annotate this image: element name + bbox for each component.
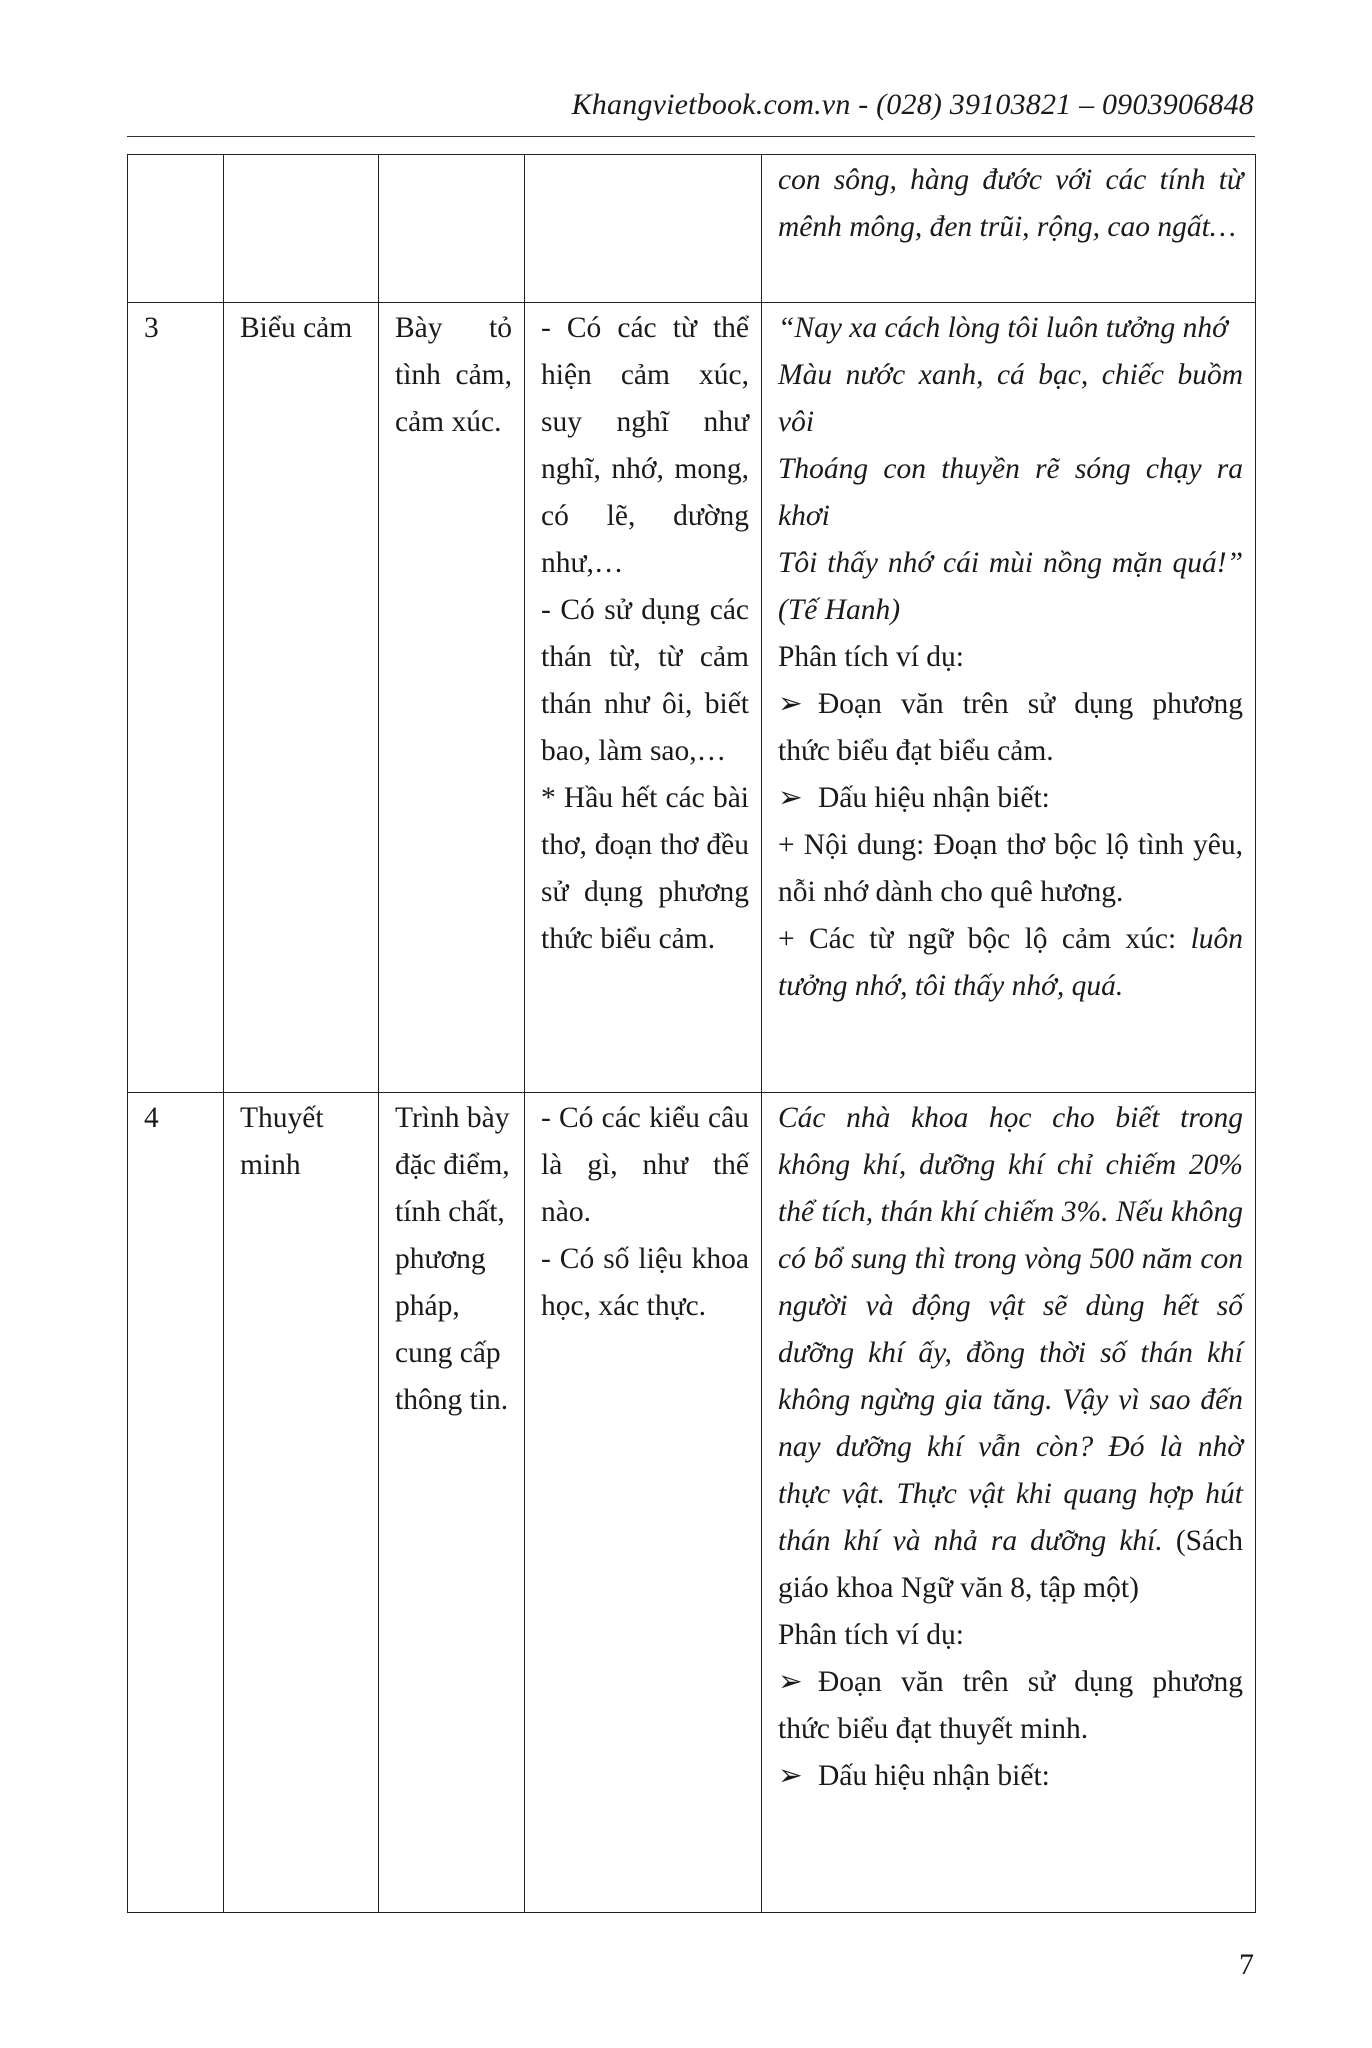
table-row <box>128 1093 1256 1913</box>
bullet-item: ➢ Đoạn văn trên sử dụng phương thức biểu đạt thuyết minh. <box>778 1659 1243 1753</box>
table-row <box>128 155 1256 303</box>
content-table <box>127 154 1256 1913</box>
poem-line: “Nay xa cách lòng tôi luôn tưởng nhớ <box>778 312 1228 344</box>
sign-item: - Có các từ thể hiện cảm xúc, suy nghĩ như nghĩ, nhớ, mong, có lẽ, dường như,… <box>541 312 749 579</box>
cell-signs <box>525 303 762 1093</box>
bullet-item: ➢ Dấu hiệu nhận biết: <box>778 775 1243 822</box>
cell-purpose: Trình bày đặc điểm, tính chất, phương pháp, cung cấp thông tin. <box>379 1093 525 1913</box>
cell-purpose <box>379 155 525 303</box>
cell-example <box>762 303 1256 1093</box>
poem-line: Thoáng con thuyền rẽ sóng chạy ra khơi <box>778 453 1243 532</box>
arrow-bullet-icon: ➢ <box>778 1760 803 1792</box>
cell-type: Biểu cảm <box>224 303 379 1093</box>
cell-example <box>762 1093 1256 1913</box>
page-header: Khangvietbook.com.vn - (028) 39103821 – 0903906848 <box>571 88 1254 121</box>
poem-line: Màu nước xanh, cá bạc, chiếc buồm vôi <box>778 359 1243 438</box>
cell-stt: 3 <box>128 303 224 1093</box>
sign-item: - Có số liệu khoa học, xác thực. <box>541 1243 749 1322</box>
cell-signs <box>525 1093 762 1913</box>
cell-type: Thuyết minh <box>224 1093 379 1913</box>
plus-item: + Nội dung: Đoạn thơ bộc lộ tình yêu, nỗi nhớ dành cho quê hương. <box>778 829 1243 908</box>
cell-stt: 4 <box>128 1093 224 1913</box>
cell-signs <box>525 155 762 303</box>
arrow-bullet-icon: ➢ <box>778 1666 803 1698</box>
example-source: (Sách giáo khoa Ngữ văn 8, tập một) <box>778 1525 1243 1604</box>
bullet-item: ➢ Dấu hiệu nhận biết: <box>778 1753 1243 1800</box>
sign-item: - Có sử dụng các thán từ, từ cảm thán như ôi, biết bao, làm sao,… <box>541 594 749 767</box>
header-rule <box>127 136 1255 137</box>
example-text: Các nhà khoa học cho biết trong không khí, dưỡng khí chỉ chiếm 20% thể tích, thán khí chiếm 3%. Nếu không có bổ sung thì trong vòng 500 năm con người và động vật sẽ dùng hết số dưỡng khí ấy, đồng thời số thán khí không ngừng gia tăng. Vậy vì sao đến nay dưỡng khí vẫn còn? Đó là nhờ thực vật. Thực vật khi quang hợp hút thán khí và nhả ra dưỡng khí. <box>778 1102 1243 1557</box>
cell-purpose: Bày tỏ tình cảm, cảm xúc. <box>379 303 525 1093</box>
cell-example: con sông, hàng đước với các tính từ mênh mông, đen trũi, rộng, cao ngất… <box>762 155 1256 303</box>
sign-item: - Có các kiểu câu là gì, như thế nào. <box>541 1102 749 1228</box>
poem-line: Tôi thấy nhớ cái mùi nồng mặn quá!” (Tế Hanh) <box>778 547 1243 626</box>
arrow-bullet-icon: ➢ <box>778 688 803 720</box>
page-number: 7 <box>1239 1948 1254 1981</box>
analysis-title: Phân tích ví dụ: <box>778 641 965 673</box>
arrow-bullet-icon: ➢ <box>778 782 803 814</box>
table-row <box>128 303 1256 1093</box>
sign-item: * Hầu hết các bài thơ, đoạn thơ đều sử dụng phương thức biểu cảm. <box>541 782 749 955</box>
cell-stt <box>128 155 224 303</box>
plus-item: + Các từ ngữ bộc lộ cảm xúc: luôn tưởng nhớ, tôi thấy nhớ, quá. <box>778 923 1244 1002</box>
analysis-title: Phân tích ví dụ: <box>778 1619 965 1651</box>
cell-type <box>224 155 379 303</box>
bullet-item: ➢ Đoạn văn trên sử dụng phương thức biểu đạt biểu cảm. <box>778 681 1243 775</box>
